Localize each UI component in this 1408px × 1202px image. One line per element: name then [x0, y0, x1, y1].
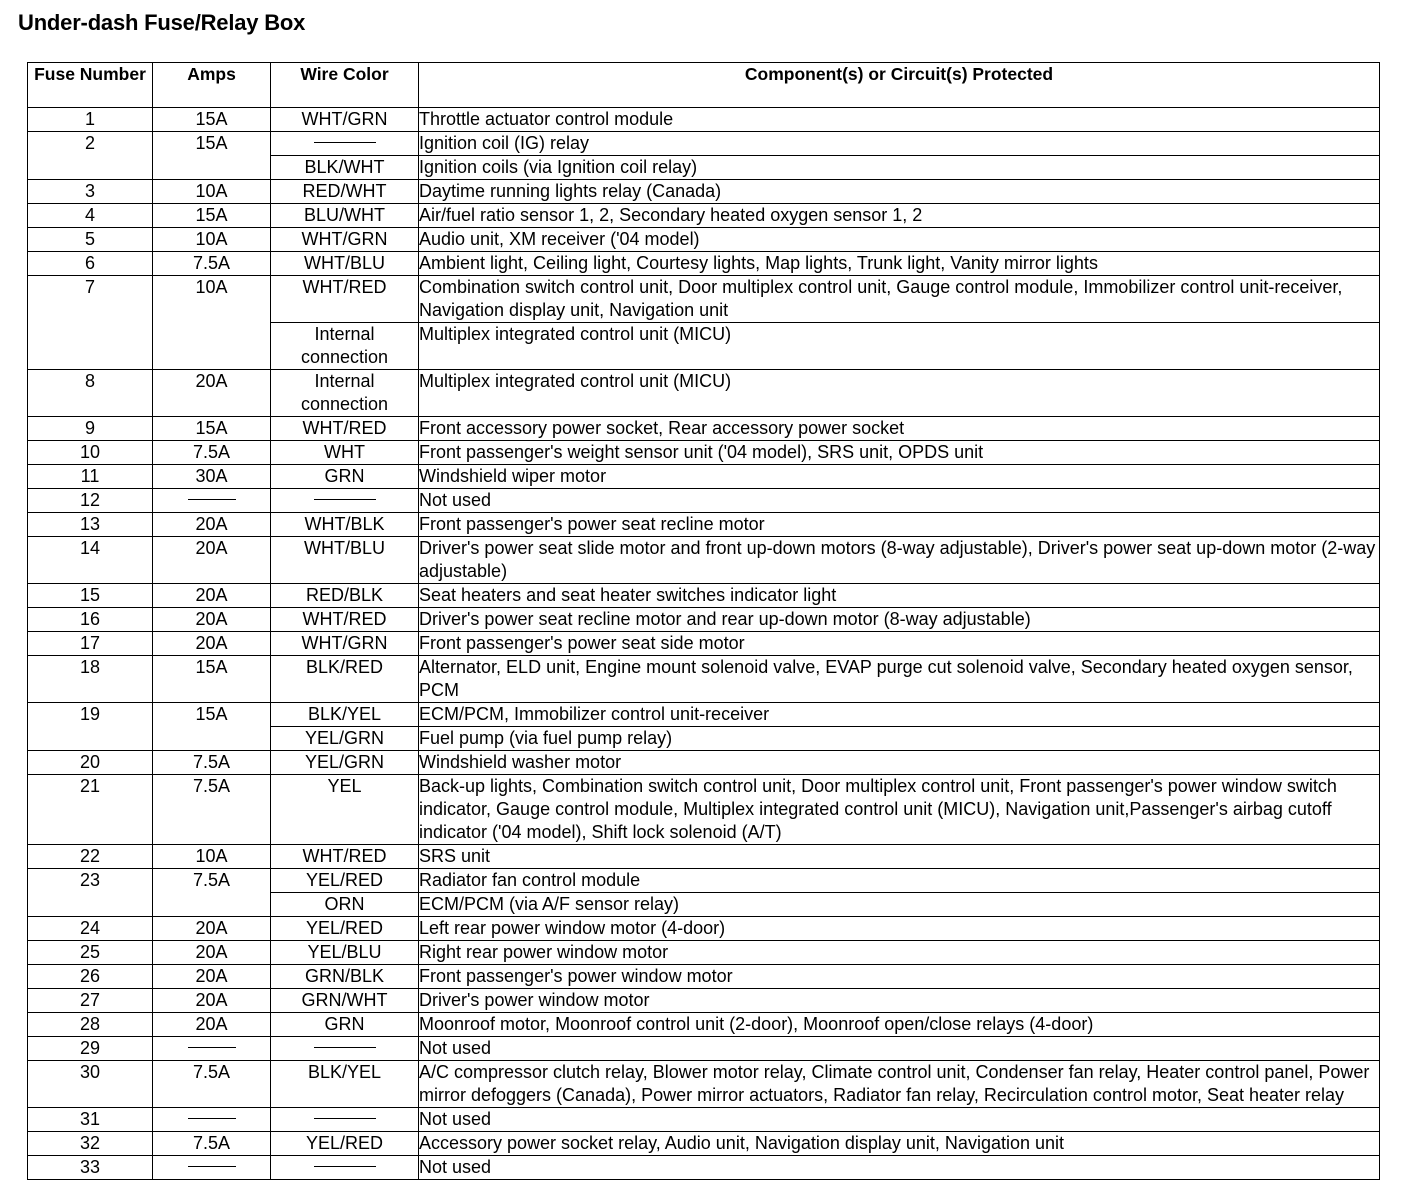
component-cell: Not used: [419, 489, 1380, 513]
table-row: [28, 441, 1380, 465]
table-row: [28, 703, 1380, 727]
fuse-table: [27, 62, 1380, 1180]
wire-color-cell: GRN/BLK: [271, 965, 419, 989]
empty-dash: [188, 1118, 236, 1119]
amps-cell: 20A: [153, 941, 271, 965]
wire-color-cell: BLU/WHT: [271, 204, 419, 228]
table-row: [28, 132, 1380, 156]
header-component: Component(s) or Circuit(s) Protected: [419, 63, 1380, 108]
empty-dash: [314, 1118, 376, 1119]
amps-cell: 15A: [153, 204, 271, 228]
table-row: [28, 537, 1380, 584]
component-cell: Audio unit, XM receiver ('04 model): [419, 228, 1380, 252]
table-row: [28, 917, 1380, 941]
component-cell: Moonroof motor, Moonroof control unit (2-door), Moonroof open/close relays (4-door): [419, 1013, 1380, 1037]
amps-cell: 15A: [153, 108, 271, 132]
wire-color-cell: YEL/RED: [271, 917, 419, 941]
fuse-number-cell: 25: [28, 941, 153, 965]
wire-color-cell: YEL/BLU: [271, 941, 419, 965]
component-cell: Multiplex integrated control unit (MICU): [419, 370, 1380, 417]
fuse-number-cell: 30: [28, 1061, 153, 1108]
table-row: [28, 276, 1380, 323]
wire-color-cell: BLK/RED: [271, 656, 419, 703]
fuse-number-cell: 13: [28, 513, 153, 537]
wire-color-cell: WHT/BLU: [271, 537, 419, 584]
table-row: [28, 465, 1380, 489]
component-cell: Windshield wiper motor: [419, 465, 1380, 489]
component-cell: SRS unit: [419, 845, 1380, 869]
page-title: Under-dash Fuse/Relay Box: [18, 10, 306, 35]
wire-color-cell: GRN: [271, 1013, 419, 1037]
header-fuse-number: Fuse Number: [28, 63, 153, 108]
component-cell: Ignition coils (via Ignition coil relay): [419, 156, 1380, 180]
wire-color-cell: [271, 1108, 419, 1132]
wire-color-cell: YEL/RED: [271, 869, 419, 893]
table-row: [28, 965, 1380, 989]
wire-color-cell: GRN/WHT: [271, 989, 419, 1013]
fuse-number-cell: 17: [28, 632, 153, 656]
table-row: [28, 180, 1380, 204]
table-row: [28, 1156, 1380, 1180]
fuse-number-cell: 16: [28, 608, 153, 632]
empty-dash: [314, 499, 376, 500]
table-header-row: [28, 63, 1380, 108]
table-row: [28, 228, 1380, 252]
empty-dash: [314, 142, 376, 143]
fuse-table-body: [28, 108, 1380, 1180]
amps-cell: 20A: [153, 513, 271, 537]
empty-dash: [188, 499, 236, 500]
wire-color-cell: WHT/RED: [271, 845, 419, 869]
amps-cell: 10A: [153, 180, 271, 204]
component-cell: Ambient light, Ceiling light, Courtesy lights, Map lights, Trunk light, Vanity mirror lights: [419, 252, 1380, 276]
fuse-number-cell: 24: [28, 917, 153, 941]
table-row: [28, 989, 1380, 1013]
component-cell: Left rear power window motor (4-door): [419, 917, 1380, 941]
component-cell: Air/fuel ratio sensor 1, 2, Secondary heated oxygen sensor 1, 2: [419, 204, 1380, 228]
component-cell: Driver's power seat recline motor and rear up-down motor (8-way adjustable): [419, 608, 1380, 632]
wire-color-cell: YEL/GRN: [271, 751, 419, 775]
fuse-number-cell: 31: [28, 1108, 153, 1132]
component-cell: Daytime running lights relay (Canada): [419, 180, 1380, 204]
component-cell: Front passenger's power seat recline motor: [419, 513, 1380, 537]
component-cell: Front passenger's power seat side motor: [419, 632, 1380, 656]
wire-color-cell: YEL: [271, 775, 419, 845]
amps-cell: 10A: [153, 845, 271, 869]
fuse-number-cell: 6: [28, 252, 153, 276]
table-row: [28, 608, 1380, 632]
wire-color-cell: YEL/RED: [271, 1132, 419, 1156]
fuse-number-cell: 28: [28, 1013, 153, 1037]
table-row: [28, 1132, 1380, 1156]
wire-color-cell: [271, 132, 419, 156]
wire-color-cell: WHT/GRN: [271, 632, 419, 656]
table-row: [28, 941, 1380, 965]
amps-cell: 7.5A: [153, 441, 271, 465]
fuse-number-cell: 1: [28, 108, 153, 132]
wire-color-cell: WHT/BLK: [271, 513, 419, 537]
fuse-number-cell: 5: [28, 228, 153, 252]
amps-cell: [153, 489, 271, 513]
wire-color-cell: Internal connection: [271, 370, 419, 417]
fuse-number-cell: 7: [28, 276, 153, 370]
amps-cell: 20A: [153, 1013, 271, 1037]
table-row: [28, 656, 1380, 703]
empty-dash: [314, 1166, 376, 1167]
amps-cell: 7.5A: [153, 751, 271, 775]
wire-color-cell: ORN: [271, 893, 419, 917]
fuse-number-cell: 26: [28, 965, 153, 989]
wire-color-cell: [271, 1156, 419, 1180]
amps-cell: 7.5A: [153, 1132, 271, 1156]
wire-color-cell: Internal connection: [271, 323, 419, 370]
component-cell: Not used: [419, 1037, 1380, 1061]
wire-color-cell: WHT/GRN: [271, 228, 419, 252]
table-row: [28, 513, 1380, 537]
amps-cell: 20A: [153, 608, 271, 632]
component-cell: Throttle actuator control module: [419, 108, 1380, 132]
wire-color-cell: [271, 1037, 419, 1061]
fuse-number-cell: 11: [28, 465, 153, 489]
wire-color-cell: [271, 489, 419, 513]
component-cell: Front passenger's weight sensor unit ('04 model), SRS unit, OPDS unit: [419, 441, 1380, 465]
component-cell: Alternator, ELD unit, Engine mount solenoid valve, EVAP purge cut solenoid valve, Secondary heated oxygen sensor, PCM: [419, 656, 1380, 703]
table-row: [28, 751, 1380, 775]
table-row: [28, 489, 1380, 513]
component-cell: Right rear power window motor: [419, 941, 1380, 965]
component-cell: Multiplex integrated control unit (MICU): [419, 323, 1380, 370]
component-cell: Driver's power seat slide motor and front up-down motors (8-way adjustable), Driver's power seat up-down motor (2-way adjustable): [419, 537, 1380, 584]
component-cell: Front accessory power socket, Rear accessory power socket: [419, 417, 1380, 441]
component-cell: ECM/PCM, Immobilizer control unit-receiver: [419, 703, 1380, 727]
component-cell: Not used: [419, 1108, 1380, 1132]
wire-color-cell: RED/BLK: [271, 584, 419, 608]
amps-cell: 30A: [153, 465, 271, 489]
table-row: [28, 775, 1380, 845]
fuse-number-cell: 29: [28, 1037, 153, 1061]
wire-color-cell: YEL/GRN: [271, 727, 419, 751]
table-row: [28, 370, 1380, 417]
component-cell: Driver's power window motor: [419, 989, 1380, 1013]
wire-color-cell: WHT/GRN: [271, 108, 419, 132]
wire-color-cell: WHT/BLU: [271, 252, 419, 276]
fuse-number-cell: 14: [28, 537, 153, 584]
amps-cell: 20A: [153, 965, 271, 989]
component-cell: Combination switch control unit, Door multiplex control unit, Gauge control module, Immobilizer control unit-receiver, Navigation display unit, Navigation unit: [419, 276, 1380, 323]
amps-cell: 15A: [153, 703, 271, 751]
fuse-number-cell: 32: [28, 1132, 153, 1156]
amps-cell: 15A: [153, 417, 271, 441]
empty-dash: [314, 1047, 376, 1048]
table-row: [28, 584, 1380, 608]
wire-color-cell: WHT/RED: [271, 276, 419, 323]
header-amps: Amps: [153, 63, 271, 108]
fuse-number-cell: 12: [28, 489, 153, 513]
fuse-number-cell: 3: [28, 180, 153, 204]
wire-color-cell: WHT/RED: [271, 608, 419, 632]
wire-color-cell: BLK/YEL: [271, 703, 419, 727]
table-row: [28, 632, 1380, 656]
component-cell: Windshield washer motor: [419, 751, 1380, 775]
wire-color-cell: BLK/WHT: [271, 156, 419, 180]
amps-cell: 20A: [153, 989, 271, 1013]
fuse-number-cell: 27: [28, 989, 153, 1013]
fuse-number-cell: 19: [28, 703, 153, 751]
table-row: [28, 1108, 1380, 1132]
amps-cell: 20A: [153, 370, 271, 417]
table-row: [28, 417, 1380, 441]
fuse-number-cell: 10: [28, 441, 153, 465]
amps-cell: 7.5A: [153, 869, 271, 917]
fuse-number-cell: 23: [28, 869, 153, 917]
component-cell: Not used: [419, 1156, 1380, 1180]
amps-cell: 7.5A: [153, 252, 271, 276]
fuse-number-cell: 4: [28, 204, 153, 228]
component-cell: Ignition coil (IG) relay: [419, 132, 1380, 156]
amps-cell: 7.5A: [153, 775, 271, 845]
amps-cell: [153, 1037, 271, 1061]
fuse-number-cell: 2: [28, 132, 153, 180]
amps-cell: 7.5A: [153, 1061, 271, 1108]
component-cell: Accessory power socket relay, Audio unit, Navigation display unit, Navigation unit: [419, 1132, 1380, 1156]
component-cell: Radiator fan control module: [419, 869, 1380, 893]
header-wire-color: Wire Color: [271, 63, 419, 108]
fuse-number-cell: 9: [28, 417, 153, 441]
component-cell: Front passenger's power window motor: [419, 965, 1380, 989]
amps-cell: 20A: [153, 584, 271, 608]
table-row: [28, 108, 1380, 132]
component-cell: Seat heaters and seat heater switches indicator light: [419, 584, 1380, 608]
table-row: [28, 252, 1380, 276]
fuse-number-cell: 18: [28, 656, 153, 703]
wire-color-cell: WHT/RED: [271, 417, 419, 441]
wire-color-cell: GRN: [271, 465, 419, 489]
component-cell: Back-up lights, Combination switch control unit, Door multiplex control unit, Front passenger's power window switch indicator, Gauge control module, Multiplex integrated control unit (MICU), Navigation unit,Passenger's airbag cutoff indicator ('04 model), Shift lock solenoid (A/T): [419, 775, 1380, 845]
amps-cell: 20A: [153, 917, 271, 941]
table-row: [28, 1061, 1380, 1108]
empty-dash: [188, 1166, 236, 1167]
table-row: [28, 845, 1380, 869]
table-row: [28, 1037, 1380, 1061]
wire-color-cell: RED/WHT: [271, 180, 419, 204]
component-cell: Fuel pump (via fuel pump relay): [419, 727, 1380, 751]
fuse-number-cell: 20: [28, 751, 153, 775]
amps-cell: 20A: [153, 632, 271, 656]
amps-cell: [153, 1108, 271, 1132]
fuse-number-cell: 8: [28, 370, 153, 417]
amps-cell: 15A: [153, 656, 271, 703]
empty-dash: [188, 1047, 236, 1048]
component-cell: A/C compressor clutch relay, Blower motor relay, Climate control unit, Condenser fan relay, Heater control panel, Power mirror defoggers (Canada), Power mirror actuators, Radiator fan relay, Recirculation control motor, Seat heater relay: [419, 1061, 1380, 1108]
wire-color-cell: BLK/YEL: [271, 1061, 419, 1108]
fuse-number-cell: 15: [28, 584, 153, 608]
fuse-number-cell: 21: [28, 775, 153, 845]
table-row: [28, 204, 1380, 228]
fuse-number-cell: 33: [28, 1156, 153, 1180]
amps-cell: 20A: [153, 537, 271, 584]
table-row: [28, 1013, 1380, 1037]
fuse-number-cell: 22: [28, 845, 153, 869]
amps-cell: [153, 1156, 271, 1180]
component-cell: ECM/PCM (via A/F sensor relay): [419, 893, 1380, 917]
wire-color-cell: WHT: [271, 441, 419, 465]
table-row: [28, 869, 1380, 893]
amps-cell: 10A: [153, 276, 271, 370]
amps-cell: 15A: [153, 132, 271, 180]
amps-cell: 10A: [153, 228, 271, 252]
